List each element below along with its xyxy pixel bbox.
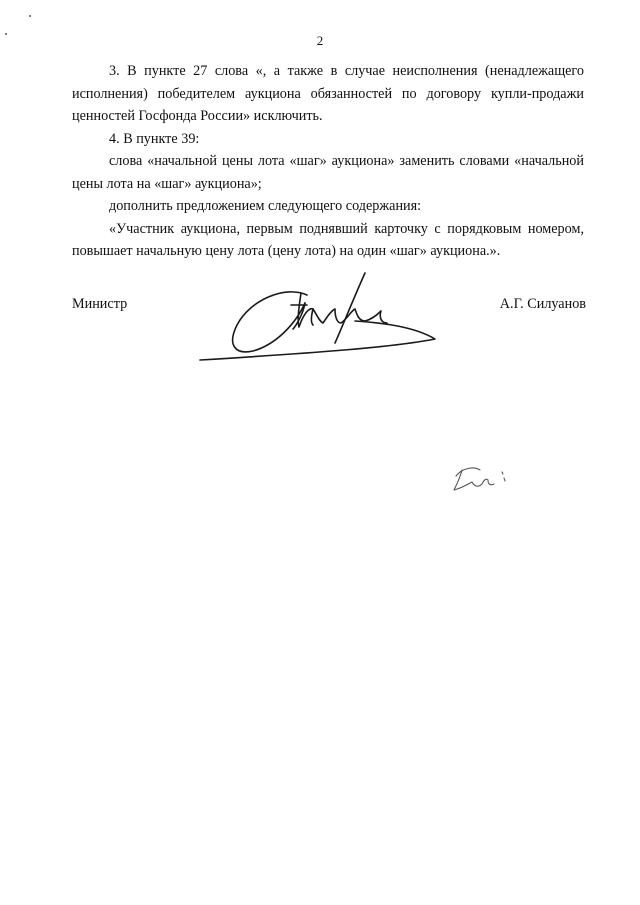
handwritten-signature [195,265,445,370]
paragraph-add-sentence: дополнить предложением следующего содержания: [109,198,422,214]
signatory-name: А.Г. Силуанов [499,296,586,312]
paragraph-item-4-heading: 4. В пункте 39: [109,130,200,147]
scan-speck [29,15,31,17]
document-body [72,60,584,263]
paragraph-replace-words: слова «начальной цены лота «шаг» аукциона» заменить словами «начальной цены лота на «шаг» аукциона»; [72,153,584,192]
paragraph-quoted-sentence: «Участник аукциона, первым поднявший карточку с порядковым номером, повышает начальную цену лота (цену лота) на один «шаг» аукциона.». [72,220,584,259]
handwritten-initials [448,458,518,498]
signatory-title: Министр [72,296,128,312]
scan-speck [5,33,7,35]
paragraph-item-3: 3. В пункте 27 слова «, а также в случае неисполнения (ненадлежащего исполнения) победителем аукциона обязанностей по договору купли-продажи ценностей Госфонда России» исключить. [72,63,584,124]
page-number: 2 [316,33,324,48]
